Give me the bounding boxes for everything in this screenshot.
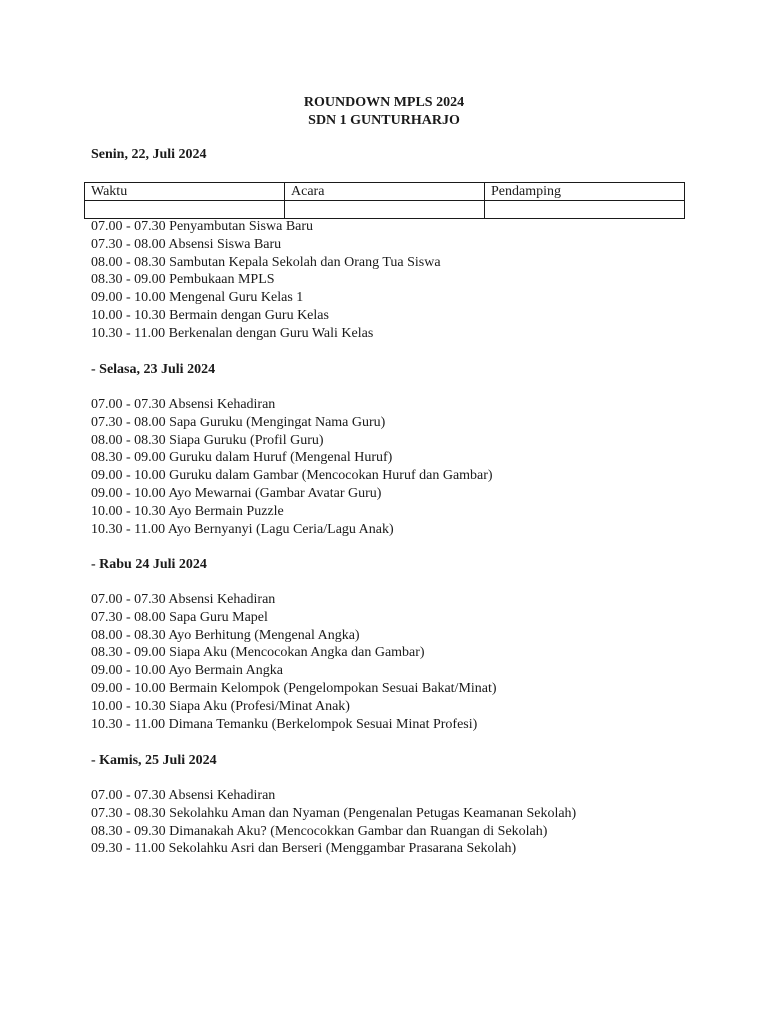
list-item: 08.30 - 09.00 Pembukaan MPLS xyxy=(91,272,275,288)
list-item: 07.30 - 08.00 Absensi Siswa Baru xyxy=(91,236,282,252)
day2-schedule-list xyxy=(91,396,493,538)
table-header-row xyxy=(85,183,685,201)
list-item: 07.00 - 07.30 Absensi Kehadiran xyxy=(91,592,276,607)
header-cell-pendamping: Pendamping xyxy=(485,183,685,201)
list-item: 09.00 - 10.00 Mengenal Guru Kelas 1 xyxy=(91,290,304,306)
table-cell xyxy=(285,201,485,219)
list-item: 10.00 - 10.30 Siapa Aku (Profesi/Minat Anak) xyxy=(91,698,350,714)
day4-schedule-list xyxy=(91,787,576,858)
list-item: 08.00 - 08.30 Ayo Berhitung (Mengenal Angka) xyxy=(91,627,360,643)
list-item: 09.00 - 10.00 Bermain Kelompok (Pengelompokan Sesuai Bakat/Minat) xyxy=(91,680,497,696)
list-item: 09.00 - 10.00 Ayo Bermain Angka xyxy=(91,663,283,679)
list-item: 10.00 - 10.30 Bermain dengan Guru Kelas xyxy=(91,307,329,323)
day2-heading: - Selasa, 23 Juli 2024 xyxy=(91,362,216,377)
list-item: 08.30 - 09.00 Guruku dalam Huruf (Mengenal Huruf) xyxy=(91,450,393,466)
title-line-2: SDN 1 GUNTURHARJO xyxy=(308,113,460,128)
list-item: 10.30 - 11.00 Ayo Bernyanyi (Lagu Ceria/Lagu Anak) xyxy=(91,521,394,537)
table-cell xyxy=(485,201,685,219)
header-cell-acara: Acara xyxy=(285,183,485,201)
list-item: 09.00 - 10.00 Ayo Mewarnai (Gambar Avatar Guru) xyxy=(91,485,382,501)
table-cell xyxy=(85,201,285,219)
list-item: 08.00 - 08.30 Sambutan Kepala Sekolah dan Orang Tua Siswa xyxy=(91,254,441,270)
document-title xyxy=(0,94,768,130)
list-item: 10.00 - 10.30 Ayo Bermain Puzzle xyxy=(91,503,284,519)
day1-heading: Senin, 22, Juli 2024 xyxy=(91,147,207,162)
list-item: 08.30 - 09.00 Siapa Aku (Mencocokan Angka dan Gambar) xyxy=(91,645,425,661)
list-item: 10.30 - 11.00 Dimana Temanku (Berkelompok Sesuai Minat Profesi) xyxy=(91,716,478,732)
list-item: 07.00 - 07.30 Absensi Kehadiran xyxy=(91,397,276,412)
table-empty-row xyxy=(85,201,685,219)
list-item: 07.00 - 07.30 Penyambutan Siswa Baru xyxy=(91,219,314,234)
list-item: 07.00 - 07.30 Absensi Kehadiran xyxy=(91,788,276,803)
list-item: 08.30 - 09.30 Dimanakah Aku? (Mencocokkan Gambar dan Ruangan di Sekolah) xyxy=(91,823,548,839)
list-item: 08.00 - 08.30 Siapa Guruku (Profil Guru) xyxy=(91,432,324,448)
list-item: 07.30 - 08.00 Sapa Guru Mapel xyxy=(91,609,268,625)
day1-schedule-list xyxy=(91,218,441,343)
schedule-table xyxy=(84,182,685,219)
list-item: 07.30 - 08.00 Sapa Guruku (Mengingat Nama Guru) xyxy=(91,414,386,430)
day3-heading: - Rabu 24 Juli 2024 xyxy=(91,557,207,572)
day4-heading: - Kamis, 25 Juli 2024 xyxy=(91,753,217,768)
day3-schedule-list xyxy=(91,591,497,733)
list-item: 07.30 - 08.30 Sekolahku Aman dan Nyaman (Pengenalan Petugas Keamanan Sekolah) xyxy=(91,805,577,821)
list-item: 10.30 - 11.00 Berkenalan dengan Guru Wali Kelas xyxy=(91,325,374,341)
list-item: 09.00 - 10.00 Guruku dalam Gambar (Mencocokan Huruf dan Gambar) xyxy=(91,468,493,484)
list-item: 09.30 - 11.00 Sekolahku Asri dan Berseri (Menggambar Prasarana Sekolah) xyxy=(91,841,517,857)
header-cell-waktu: Waktu xyxy=(85,183,285,201)
title-line-1: ROUNDOWN MPLS 2024 xyxy=(303,95,465,110)
